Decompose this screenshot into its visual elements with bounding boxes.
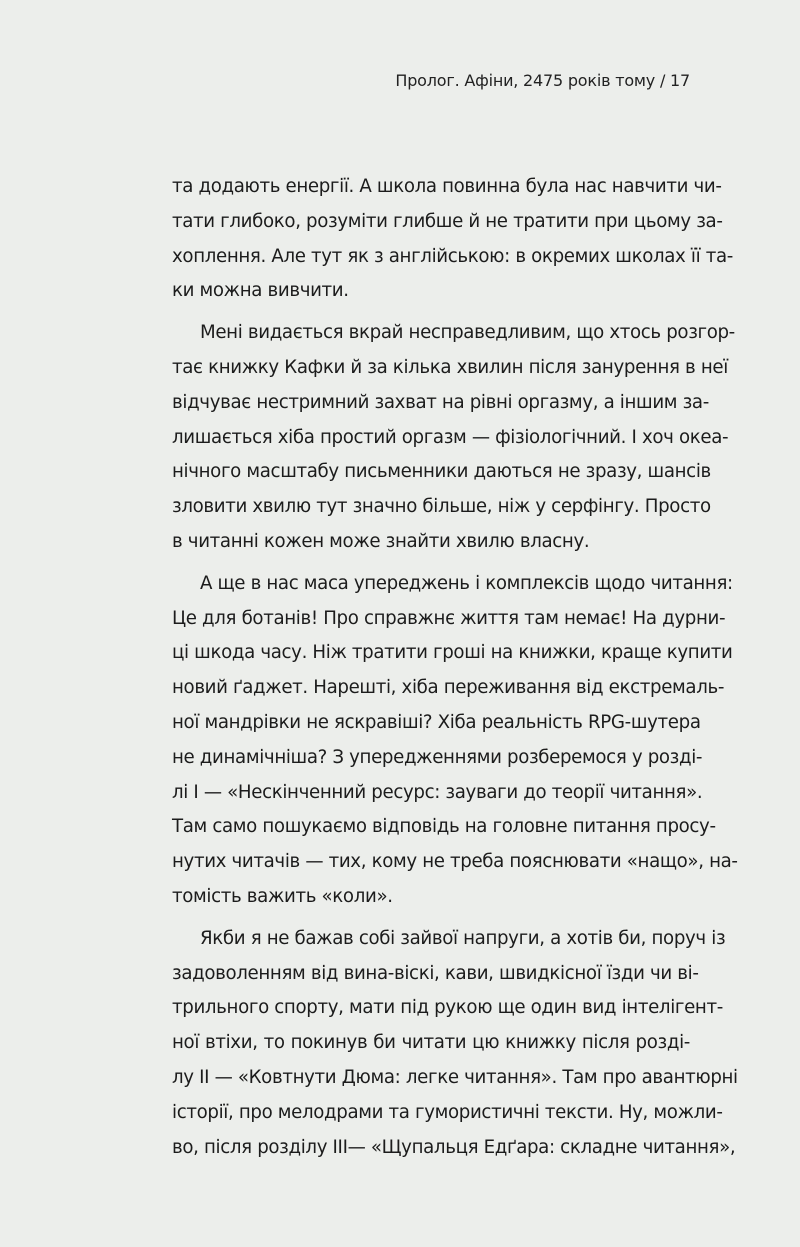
text-line: нічного масштабу письменники даються не зразу, шансів bbox=[172, 461, 711, 483]
paragraph bbox=[172, 316, 735, 560]
text-line: ної втіхи, то покинув би читати цю книжку після розді- bbox=[172, 1032, 690, 1054]
paragraph bbox=[172, 567, 738, 915]
text-line: Якби я не бажав собі зайвої напруги, а хотів би, поруч із bbox=[200, 927, 726, 949]
text-line: тає книжку Кафки й за кілька хвилин після занурення в неї bbox=[172, 356, 728, 378]
text-line: томість важить «коли». bbox=[172, 885, 393, 907]
text-line: Мені видається вкрай несправедливим, що хтось розгор- bbox=[200, 322, 735, 344]
paragraph bbox=[172, 922, 738, 1166]
text-line: історії, про мелодрами та гумористичні тексти. Ну, можли- bbox=[172, 1101, 723, 1123]
text-line: зловити хвилю тут значно більше, ніж у серфінгу. Просто bbox=[172, 496, 711, 518]
paragraph bbox=[172, 170, 733, 309]
text-line: задоволенням від вина-віскі, кави, швидкісної їзди чи ві- bbox=[172, 962, 699, 984]
text-line: трильного спорту, мати під рукою ще один вид інтелігент- bbox=[172, 997, 723, 1019]
text-line: ки можна вивчити. bbox=[172, 280, 349, 302]
text-line: во, після розділу III— «Щупальця Едґара: складне читання», bbox=[172, 1136, 736, 1158]
text-line: лу II — «Ковтнути Дюма: легке читання». Там про авантюрні bbox=[172, 1066, 738, 1088]
text-line: лишається хіба простий оргазм — фізіологічний. І хоч океа- bbox=[172, 426, 729, 448]
text-line: ці шкода часу. Ніж тратити гроші на книжки, краще купити bbox=[172, 642, 733, 664]
text-line: нутих читачів — тих, кому не треба пояснювати «нащо», на- bbox=[172, 851, 738, 873]
text-line: А ще в нас маса упереджень і комплексів щодо читання: bbox=[200, 572, 733, 594]
text-line: хоплення. Але тут як з англійською: в окремих школах її та- bbox=[172, 245, 733, 267]
text-line: Це для ботанів! Про справжнє життя там немає! На дурни- bbox=[172, 607, 726, 629]
text-line: новий ґаджет. Нарешті, хіба переживання від екстремаль- bbox=[172, 677, 725, 699]
text-line: тати глибоко, розуміти глибше й не тратити при цьому за- bbox=[172, 210, 723, 232]
text-line: відчуває нестримний захват на рівні оргазму, а іншим за- bbox=[172, 391, 709, 413]
body-text bbox=[172, 170, 738, 1165]
text-line: в читанні кожен може знайти хвилю власну. bbox=[172, 530, 590, 552]
text-line: лі І — «Нескінченний ресурс: зауваги до теорії читання». bbox=[172, 781, 703, 803]
text-line: не динамічніша? З упередженнями розберемося у розді- bbox=[172, 746, 703, 768]
text-line: та додають енергії. А школа повинна була нас навчити чи- bbox=[172, 176, 722, 197]
running-header: Пролог. Афіни, 2475 років тому / 17 bbox=[395, 71, 690, 90]
text-line: ної мандрівки не яскравіші? Хіба реальність RPG-шутера bbox=[172, 711, 701, 733]
text-line: Там само пошукаємо відповідь на головне питання просу- bbox=[172, 816, 716, 838]
